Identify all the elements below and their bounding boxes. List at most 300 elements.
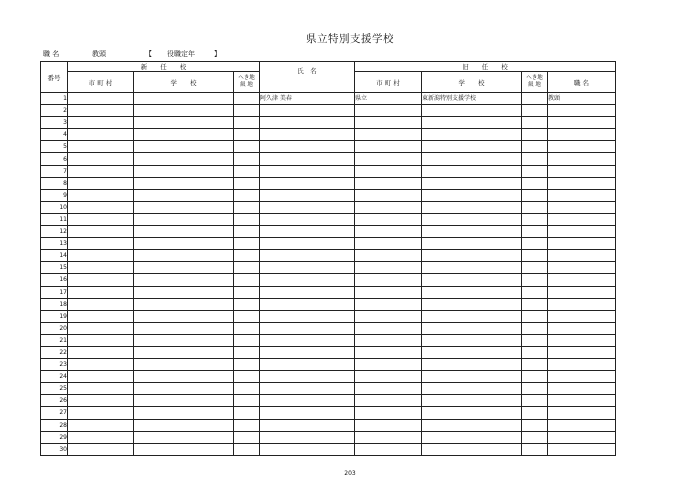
new-school-cell bbox=[134, 274, 234, 286]
row-number: 5 bbox=[41, 141, 68, 153]
old-municipality-cell bbox=[355, 177, 422, 189]
old-remote-cell bbox=[522, 419, 548, 431]
new-remote-cell bbox=[234, 443, 260, 455]
row-number: 16 bbox=[41, 274, 68, 286]
old-municipality-cell: 県立 bbox=[355, 93, 422, 105]
row-number: 20 bbox=[41, 322, 68, 334]
old-municipality-cell bbox=[355, 383, 422, 395]
header-old-municipality: 市 町 村 bbox=[355, 72, 422, 93]
name-cell bbox=[260, 213, 355, 225]
name-cell bbox=[260, 359, 355, 371]
name-cell bbox=[260, 238, 355, 250]
old-school-cell bbox=[422, 153, 522, 165]
table-row bbox=[41, 359, 616, 371]
table-row bbox=[41, 177, 616, 189]
row-number: 23 bbox=[41, 359, 68, 371]
name-cell bbox=[260, 298, 355, 310]
header-old-post: 旧 任 校 bbox=[355, 62, 616, 72]
name-cell bbox=[260, 165, 355, 177]
new-municipality-cell bbox=[68, 250, 134, 262]
old-school-cell bbox=[422, 274, 522, 286]
old-remote-cell bbox=[522, 105, 548, 117]
row-number: 1 bbox=[41, 93, 68, 105]
old-remote-cell bbox=[522, 238, 548, 250]
new-remote-cell bbox=[234, 359, 260, 371]
name-cell bbox=[260, 129, 355, 141]
old-municipality-cell bbox=[355, 250, 422, 262]
header-new-school: 学 校 bbox=[134, 72, 234, 93]
table-row bbox=[41, 250, 616, 262]
name-cell bbox=[260, 177, 355, 189]
new-municipality-cell bbox=[68, 153, 134, 165]
row-number: 24 bbox=[41, 371, 68, 383]
new-remote-cell bbox=[234, 431, 260, 443]
new-remote-cell bbox=[234, 141, 260, 153]
job-cell bbox=[548, 407, 616, 419]
personnel-table bbox=[40, 61, 616, 456]
table-row bbox=[41, 395, 616, 407]
name-cell bbox=[260, 286, 355, 298]
table-row bbox=[41, 165, 616, 177]
new-municipality-cell bbox=[68, 419, 134, 431]
old-remote-cell bbox=[522, 310, 548, 322]
table-row bbox=[41, 334, 616, 346]
name-cell bbox=[260, 201, 355, 213]
job-cell bbox=[548, 298, 616, 310]
old-remote-cell bbox=[522, 213, 548, 225]
header-new-post: 新 任 校 bbox=[68, 62, 260, 72]
old-school-cell bbox=[422, 371, 522, 383]
name-cell bbox=[260, 371, 355, 383]
header-new-remote-a: へき地 bbox=[238, 75, 255, 81]
table-row bbox=[41, 226, 616, 238]
bracket-close: 】 bbox=[214, 50, 221, 58]
row-number: 22 bbox=[41, 346, 68, 358]
new-school-cell bbox=[134, 117, 234, 129]
old-municipality-cell bbox=[355, 322, 422, 334]
name-cell bbox=[260, 407, 355, 419]
name-cell bbox=[260, 419, 355, 431]
new-municipality-cell bbox=[68, 407, 134, 419]
document-title: 県立特別支援学校 bbox=[306, 33, 394, 45]
name-cell bbox=[260, 250, 355, 262]
table-row bbox=[41, 346, 616, 358]
new-remote-cell bbox=[234, 274, 260, 286]
job-cell bbox=[548, 310, 616, 322]
old-remote-cell bbox=[522, 250, 548, 262]
new-school-cell bbox=[134, 153, 234, 165]
job-cell bbox=[548, 141, 616, 153]
header-old-remote-b: 級 地 bbox=[528, 82, 541, 88]
job-cell bbox=[548, 322, 616, 334]
old-school-cell bbox=[422, 298, 522, 310]
old-municipality-cell bbox=[355, 226, 422, 238]
new-school-cell bbox=[134, 250, 234, 262]
old-remote-cell bbox=[522, 129, 548, 141]
row-number: 27 bbox=[41, 407, 68, 419]
new-remote-cell bbox=[234, 93, 260, 105]
old-school-cell bbox=[422, 286, 522, 298]
new-school-cell bbox=[134, 359, 234, 371]
old-remote-cell bbox=[522, 383, 548, 395]
old-remote-cell bbox=[522, 286, 548, 298]
new-remote-cell bbox=[234, 322, 260, 334]
old-municipality-cell bbox=[355, 407, 422, 419]
name-cell bbox=[260, 105, 355, 117]
old-municipality-cell bbox=[355, 431, 422, 443]
row-number: 7 bbox=[41, 165, 68, 177]
old-remote-cell bbox=[522, 141, 548, 153]
old-municipality-cell bbox=[355, 443, 422, 455]
new-municipality-cell bbox=[68, 129, 134, 141]
table-row bbox=[41, 383, 616, 395]
new-school-cell bbox=[134, 431, 234, 443]
job-cell bbox=[548, 443, 616, 455]
table-row bbox=[41, 298, 616, 310]
table-row bbox=[41, 286, 616, 298]
name-cell bbox=[260, 117, 355, 129]
row-number: 25 bbox=[41, 383, 68, 395]
new-remote-cell bbox=[234, 165, 260, 177]
table-row bbox=[41, 141, 616, 153]
bracket-open: 【 bbox=[145, 50, 152, 58]
table-row bbox=[41, 419, 616, 431]
new-school-cell bbox=[134, 165, 234, 177]
old-school-cell bbox=[422, 141, 522, 153]
new-school-cell bbox=[134, 407, 234, 419]
old-school-cell bbox=[422, 177, 522, 189]
name-cell bbox=[260, 262, 355, 274]
job-cell bbox=[548, 117, 616, 129]
table-row bbox=[41, 213, 616, 225]
job-cell bbox=[548, 395, 616, 407]
new-remote-cell bbox=[234, 105, 260, 117]
table-row bbox=[41, 407, 616, 419]
job-cell bbox=[548, 334, 616, 346]
row-number: 6 bbox=[41, 153, 68, 165]
new-remote-cell bbox=[234, 334, 260, 346]
header-name: 氏 名 bbox=[260, 62, 355, 93]
new-remote-cell bbox=[234, 310, 260, 322]
old-remote-cell bbox=[522, 153, 548, 165]
old-remote-cell bbox=[522, 93, 548, 105]
new-municipality-cell bbox=[68, 117, 134, 129]
row-number: 28 bbox=[41, 419, 68, 431]
new-municipality-cell bbox=[68, 359, 134, 371]
row-number: 2 bbox=[41, 105, 68, 117]
old-municipality-cell bbox=[355, 286, 422, 298]
table-row bbox=[41, 189, 616, 201]
job-cell bbox=[548, 226, 616, 238]
job-cell bbox=[548, 153, 616, 165]
table-row bbox=[41, 93, 616, 105]
old-school-cell bbox=[422, 129, 522, 141]
name-cell bbox=[260, 431, 355, 443]
old-remote-cell bbox=[522, 189, 548, 201]
job-cell bbox=[548, 105, 616, 117]
new-school-cell bbox=[134, 443, 234, 455]
new-school-cell bbox=[134, 334, 234, 346]
old-remote-cell bbox=[522, 165, 548, 177]
new-school-cell bbox=[134, 346, 234, 358]
header-new-remote-b: 級 地 bbox=[240, 82, 253, 88]
old-school-cell bbox=[422, 346, 522, 358]
job-label: 職 名 bbox=[43, 50, 60, 58]
row-number: 13 bbox=[41, 238, 68, 250]
old-remote-cell bbox=[522, 274, 548, 286]
job-cell bbox=[548, 189, 616, 201]
new-school-cell bbox=[134, 105, 234, 117]
job-cell bbox=[548, 359, 616, 371]
row-number: 19 bbox=[41, 310, 68, 322]
old-municipality-cell bbox=[355, 153, 422, 165]
new-school-cell bbox=[134, 371, 234, 383]
old-school-cell bbox=[422, 383, 522, 395]
header-number: 番号 bbox=[41, 62, 68, 93]
old-school-cell bbox=[422, 443, 522, 455]
job-cell bbox=[548, 238, 616, 250]
old-municipality-cell bbox=[355, 395, 422, 407]
new-remote-cell bbox=[234, 177, 260, 189]
new-municipality-cell bbox=[68, 213, 134, 225]
table-row bbox=[41, 443, 616, 455]
old-remote-cell bbox=[522, 298, 548, 310]
old-remote-cell bbox=[522, 226, 548, 238]
new-school-cell bbox=[134, 310, 234, 322]
table-row bbox=[41, 310, 616, 322]
old-school-cell bbox=[422, 165, 522, 177]
new-municipality-cell bbox=[68, 371, 134, 383]
old-remote-cell bbox=[522, 201, 548, 213]
row-number: 9 bbox=[41, 189, 68, 201]
old-municipality-cell bbox=[355, 165, 422, 177]
new-school-cell bbox=[134, 189, 234, 201]
table-row bbox=[41, 371, 616, 383]
new-remote-cell bbox=[234, 201, 260, 213]
row-number: 14 bbox=[41, 250, 68, 262]
row-number: 30 bbox=[41, 443, 68, 455]
header-new-municipality: 市 町 村 bbox=[68, 72, 134, 93]
old-school-cell bbox=[422, 250, 522, 262]
old-school-cell bbox=[422, 334, 522, 346]
new-remote-cell bbox=[234, 226, 260, 238]
row-number: 18 bbox=[41, 298, 68, 310]
old-municipality-cell bbox=[355, 371, 422, 383]
new-remote-cell bbox=[234, 371, 260, 383]
new-remote-cell bbox=[234, 250, 260, 262]
new-remote-cell bbox=[234, 153, 260, 165]
retirement-label: 役職定年 bbox=[167, 50, 195, 58]
name-cell: 阿久津 美春 bbox=[260, 93, 355, 105]
new-municipality-cell bbox=[68, 141, 134, 153]
job-cell bbox=[548, 274, 616, 286]
old-municipality-cell bbox=[355, 141, 422, 153]
name-cell bbox=[260, 153, 355, 165]
table-row bbox=[41, 105, 616, 117]
name-cell bbox=[260, 189, 355, 201]
new-school-cell bbox=[134, 93, 234, 105]
old-school-cell: 東新潟特別支援学校 bbox=[422, 93, 522, 105]
name-cell bbox=[260, 310, 355, 322]
new-school-cell bbox=[134, 395, 234, 407]
new-municipality-cell bbox=[68, 346, 134, 358]
old-school-cell bbox=[422, 238, 522, 250]
page-number: 203 bbox=[344, 470, 356, 477]
old-remote-cell bbox=[522, 407, 548, 419]
name-cell bbox=[260, 346, 355, 358]
new-municipality-cell bbox=[68, 334, 134, 346]
old-school-cell bbox=[422, 189, 522, 201]
table-row bbox=[41, 322, 616, 334]
new-school-cell bbox=[134, 419, 234, 431]
new-municipality-cell bbox=[68, 105, 134, 117]
new-remote-cell bbox=[234, 383, 260, 395]
job-cell bbox=[548, 201, 616, 213]
job-cell bbox=[548, 129, 616, 141]
old-school-cell bbox=[422, 419, 522, 431]
old-school-cell bbox=[422, 201, 522, 213]
old-municipality-cell bbox=[355, 298, 422, 310]
new-remote-cell bbox=[234, 286, 260, 298]
new-school-cell bbox=[134, 177, 234, 189]
old-municipality-cell bbox=[355, 201, 422, 213]
old-remote-cell bbox=[522, 334, 548, 346]
old-remote-cell bbox=[522, 322, 548, 334]
old-school-cell bbox=[422, 322, 522, 334]
name-cell bbox=[260, 141, 355, 153]
header-old-school: 学 校 bbox=[422, 72, 522, 93]
row-number: 21 bbox=[41, 334, 68, 346]
job-cell bbox=[548, 177, 616, 189]
old-school-cell bbox=[422, 310, 522, 322]
job-cell bbox=[548, 346, 616, 358]
job-cell bbox=[548, 383, 616, 395]
row-number: 11 bbox=[41, 213, 68, 225]
name-cell bbox=[260, 395, 355, 407]
row-number: 10 bbox=[41, 201, 68, 213]
new-municipality-cell bbox=[68, 238, 134, 250]
header-new-remote bbox=[234, 72, 260, 93]
old-municipality-cell bbox=[355, 419, 422, 431]
new-school-cell bbox=[134, 262, 234, 274]
new-remote-cell bbox=[234, 189, 260, 201]
job-value: 教頭 bbox=[92, 50, 106, 58]
old-municipality-cell bbox=[355, 129, 422, 141]
old-municipality-cell bbox=[355, 117, 422, 129]
row-number: 29 bbox=[41, 431, 68, 443]
new-school-cell bbox=[134, 238, 234, 250]
table-row bbox=[41, 431, 616, 443]
new-municipality-cell bbox=[68, 93, 134, 105]
old-school-cell bbox=[422, 117, 522, 129]
old-remote-cell bbox=[522, 359, 548, 371]
job-cell bbox=[548, 250, 616, 262]
row-number: 26 bbox=[41, 395, 68, 407]
old-municipality-cell bbox=[355, 213, 422, 225]
table-row bbox=[41, 153, 616, 165]
job-cell: 教頭 bbox=[548, 93, 616, 105]
new-remote-cell bbox=[234, 395, 260, 407]
row-number: 8 bbox=[41, 177, 68, 189]
table-row bbox=[41, 129, 616, 141]
job-cell bbox=[548, 213, 616, 225]
old-remote-cell bbox=[522, 443, 548, 455]
new-remote-cell bbox=[234, 407, 260, 419]
table-row bbox=[41, 201, 616, 213]
new-remote-cell bbox=[234, 238, 260, 250]
new-school-cell bbox=[134, 129, 234, 141]
old-school-cell bbox=[422, 359, 522, 371]
new-remote-cell bbox=[234, 346, 260, 358]
new-school-cell bbox=[134, 383, 234, 395]
table-row bbox=[41, 262, 616, 274]
new-municipality-cell bbox=[68, 165, 134, 177]
old-municipality-cell bbox=[355, 189, 422, 201]
table-row bbox=[41, 238, 616, 250]
old-municipality-cell bbox=[355, 334, 422, 346]
old-school-cell bbox=[422, 407, 522, 419]
header-job-title: 職 名 bbox=[548, 72, 616, 93]
new-municipality-cell bbox=[68, 286, 134, 298]
row-number: 12 bbox=[41, 226, 68, 238]
table-row bbox=[41, 274, 616, 286]
new-municipality-cell bbox=[68, 395, 134, 407]
new-municipality-cell bbox=[68, 298, 134, 310]
old-municipality-cell bbox=[355, 105, 422, 117]
new-municipality-cell bbox=[68, 443, 134, 455]
old-remote-cell bbox=[522, 395, 548, 407]
old-school-cell bbox=[422, 431, 522, 443]
table-body bbox=[41, 93, 616, 456]
job-cell bbox=[548, 286, 616, 298]
old-remote-cell bbox=[522, 117, 548, 129]
table-row bbox=[41, 117, 616, 129]
new-school-cell bbox=[134, 201, 234, 213]
old-remote-cell bbox=[522, 371, 548, 383]
old-municipality-cell bbox=[355, 310, 422, 322]
new-remote-cell bbox=[234, 419, 260, 431]
old-school-cell bbox=[422, 105, 522, 117]
new-municipality-cell bbox=[68, 310, 134, 322]
new-remote-cell bbox=[234, 262, 260, 274]
old-school-cell bbox=[422, 262, 522, 274]
row-number: 17 bbox=[41, 286, 68, 298]
old-school-cell bbox=[422, 395, 522, 407]
name-cell bbox=[260, 274, 355, 286]
new-municipality-cell bbox=[68, 189, 134, 201]
old-remote-cell bbox=[522, 431, 548, 443]
name-cell bbox=[260, 383, 355, 395]
header-old-remote-a: へき地 bbox=[526, 75, 543, 81]
name-cell bbox=[260, 226, 355, 238]
row-number: 3 bbox=[41, 117, 68, 129]
old-remote-cell bbox=[522, 346, 548, 358]
new-school-cell bbox=[134, 141, 234, 153]
name-cell bbox=[260, 443, 355, 455]
old-remote-cell bbox=[522, 177, 548, 189]
job-cell bbox=[548, 431, 616, 443]
new-school-cell bbox=[134, 322, 234, 334]
new-school-cell bbox=[134, 226, 234, 238]
new-municipality-cell bbox=[68, 322, 134, 334]
row-number: 4 bbox=[41, 129, 68, 141]
row-number: 15 bbox=[41, 262, 68, 274]
new-municipality-cell bbox=[68, 201, 134, 213]
old-municipality-cell bbox=[355, 359, 422, 371]
header-old-remote bbox=[522, 72, 548, 93]
job-cell bbox=[548, 371, 616, 383]
new-school-cell bbox=[134, 286, 234, 298]
